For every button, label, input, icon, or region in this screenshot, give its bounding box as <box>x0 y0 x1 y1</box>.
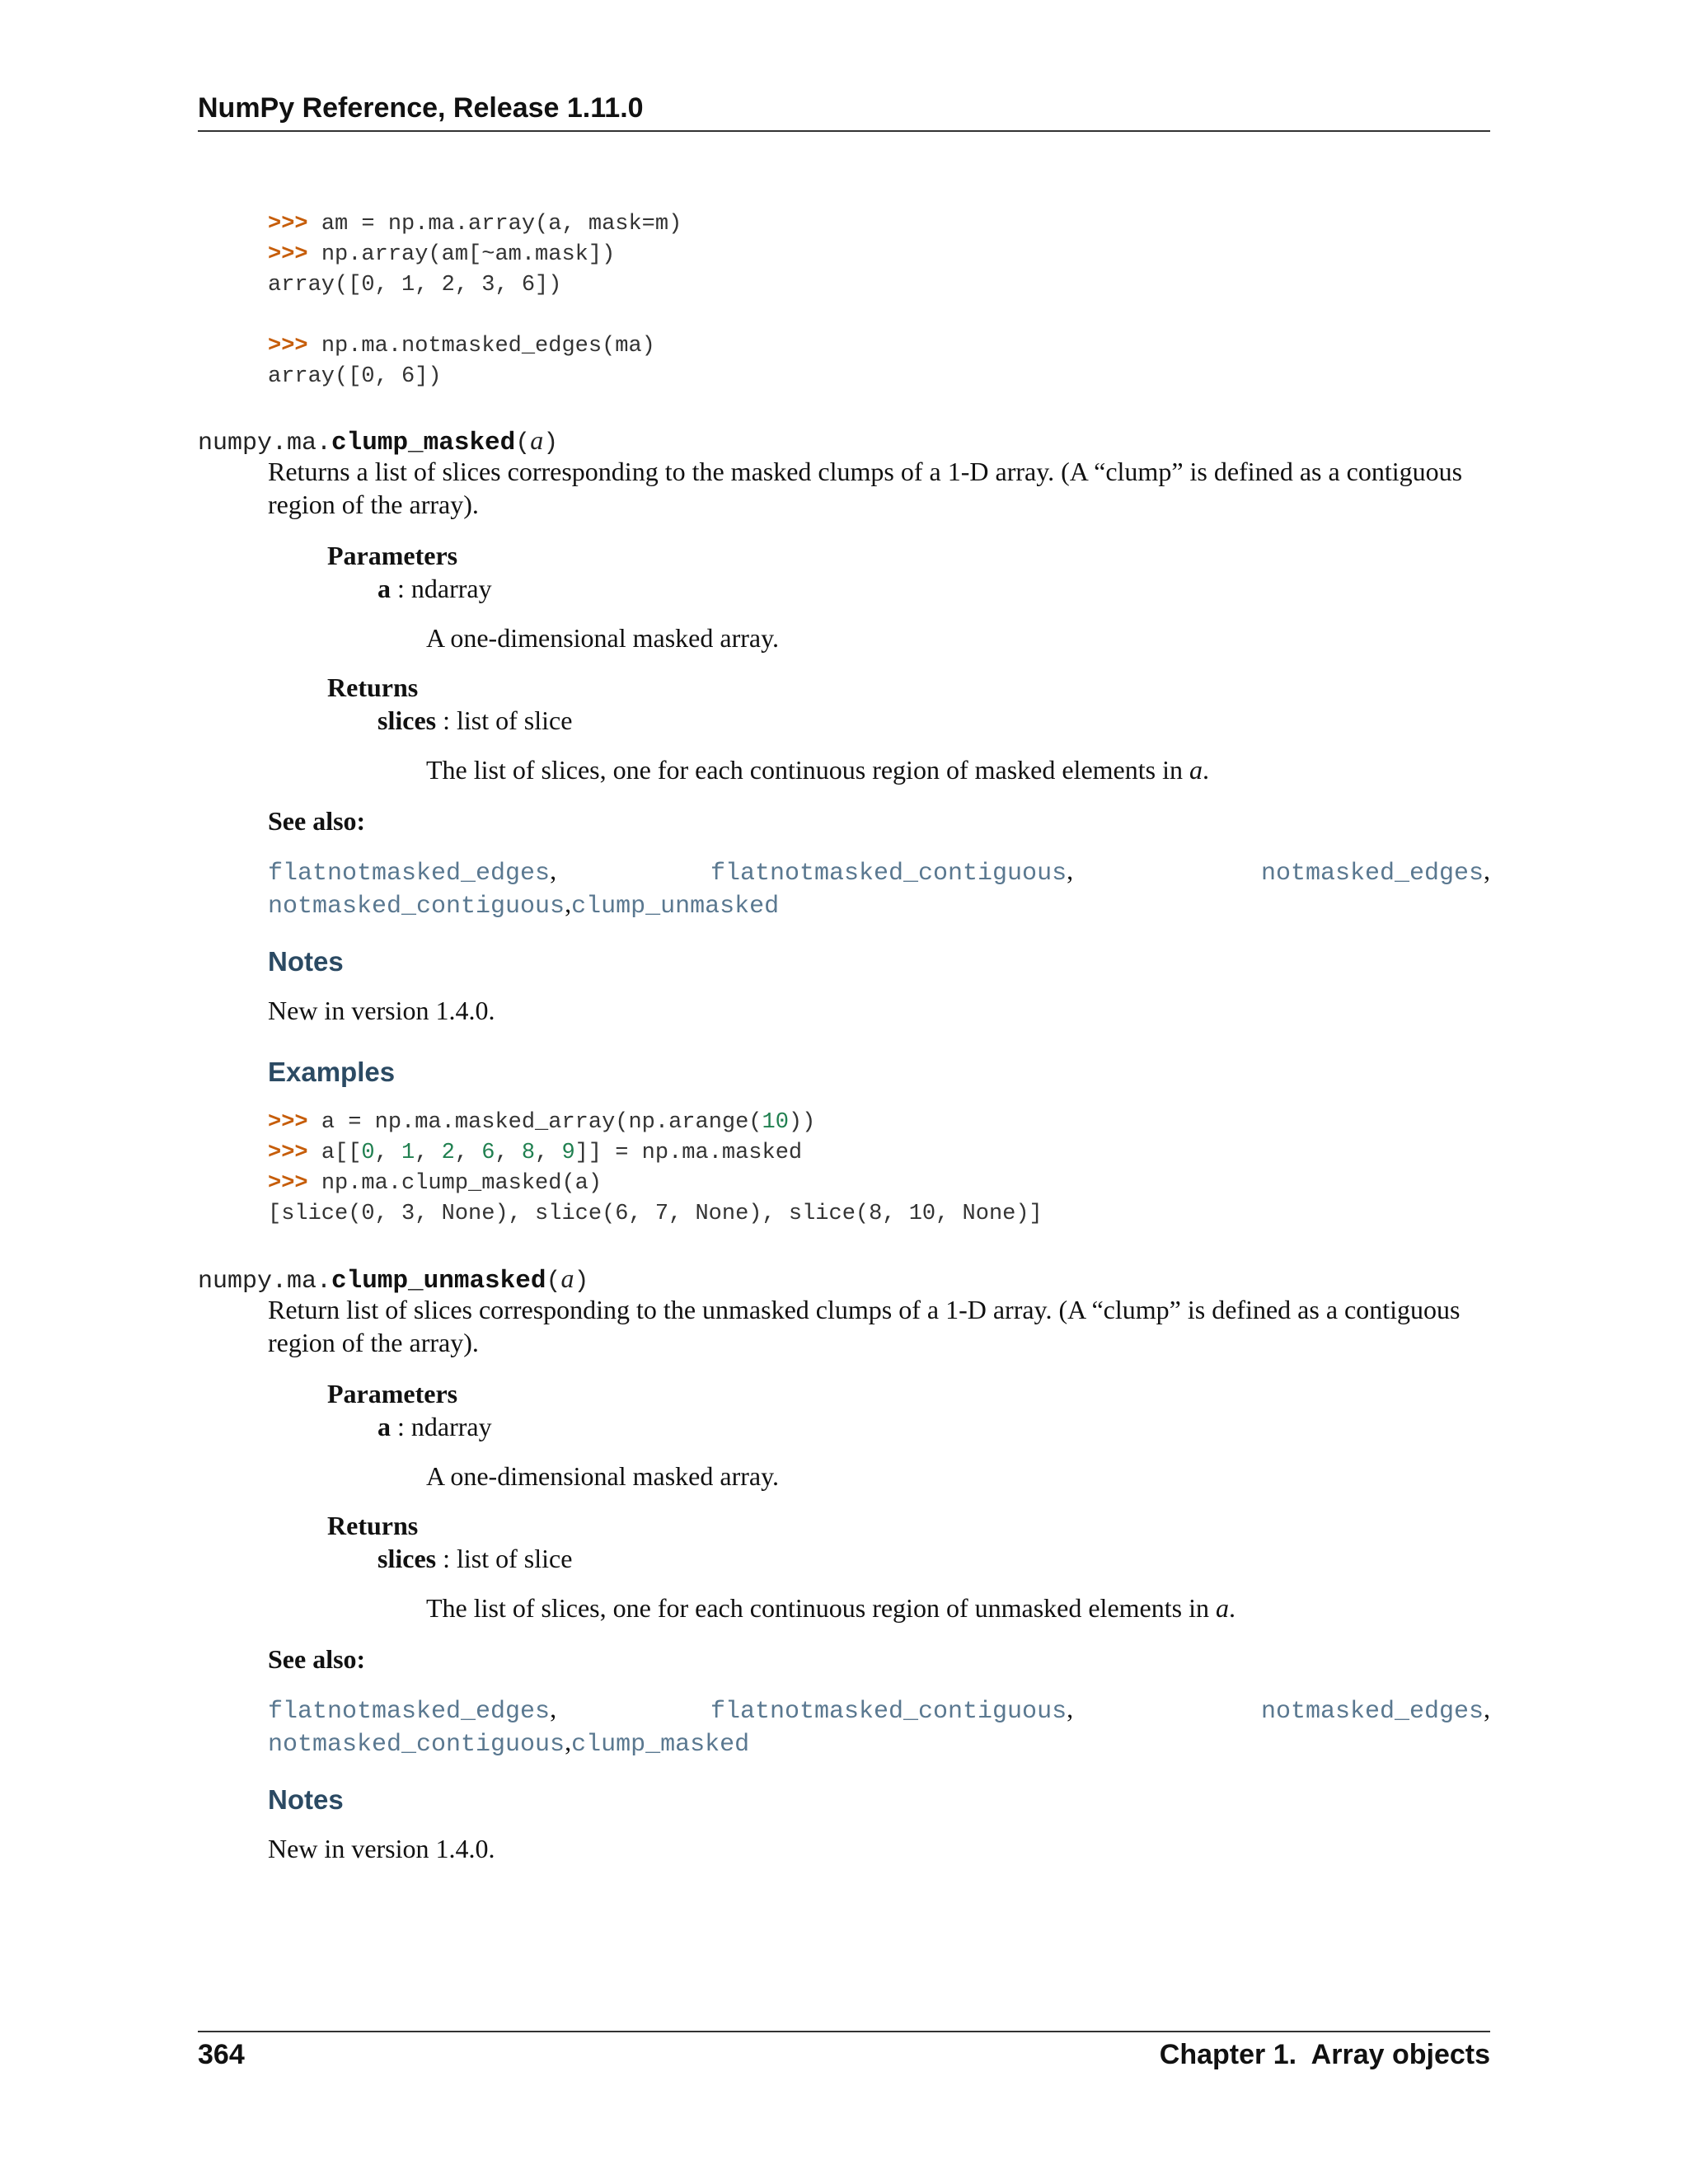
return-line <box>377 1542 572 1575</box>
code-line <box>268 1169 1043 1199</box>
notes-text: New in version 1.4.0. <box>268 996 495 1025</box>
comma: , <box>1484 1694 1490 1723</box>
function-arg: a <box>530 425 544 455</box>
see-also-item <box>710 855 1073 888</box>
code-output: array([0, 1, 2, 3, 6]) <box>268 273 562 298</box>
code-sep: , <box>415 1141 442 1165</box>
code-text: a[[ <box>321 1141 362 1165</box>
param-type: ndarray <box>410 1412 492 1441</box>
link-notmasked-edges[interactable]: notmasked_edges <box>1260 860 1484 888</box>
code-line <box>268 240 682 270</box>
code-prompt: >>> <box>268 1141 308 1165</box>
code-text: a = np.ma.masked_array(np.arange( <box>321 1110 762 1135</box>
comma: , <box>550 1694 557 1723</box>
return-description <box>426 1591 1236 1624</box>
see-also-row <box>268 1694 1490 1727</box>
link-notmasked-contiguous[interactable]: notmasked_contiguous <box>268 1731 565 1759</box>
parameters-label: Parameters <box>327 1379 458 1408</box>
return-description <box>426 753 1209 786</box>
function-description <box>268 455 1490 521</box>
function-name: clump_masked <box>331 429 516 457</box>
description-line: region of the array). <box>268 490 479 519</box>
page-footer <box>198 2031 1490 2082</box>
code-text: )) <box>788 1110 816 1135</box>
function-signature-clump-masked <box>198 425 558 457</box>
description-line: Returns a list of slices corresponding to the masked clumps of a 1-D array. (A “clump” is defined as a contiguous <box>268 457 1463 486</box>
param-sep: : <box>391 574 411 603</box>
code-line <box>268 1138 1043 1169</box>
code-output: [slice(0, 3, None), slice(6, 7, None), slice(8, 10, None)] <box>268 1202 1043 1226</box>
function-arg: a <box>560 1263 574 1293</box>
notes-text: New in version 1.4.0. <box>268 1834 495 1863</box>
param-name: a <box>377 574 391 603</box>
code-sep: , <box>495 1141 522 1165</box>
return-type: list of slice <box>456 1544 573 1573</box>
code-number: 0 <box>361 1141 375 1165</box>
comma: , <box>1067 1694 1074 1723</box>
code-sep: , <box>535 1141 562 1165</box>
see-also-item <box>1261 1694 1490 1726</box>
code-text: np.array(am[~am.mask]) <box>321 242 616 267</box>
see-also-item <box>268 1694 556 1726</box>
return-name: slices <box>377 1544 437 1573</box>
comma: , <box>1484 855 1490 885</box>
notes-heading: Notes <box>268 1784 344 1815</box>
header-title: NumPy Reference, Release 1.11.0 <box>198 92 644 124</box>
code-line <box>268 331 682 362</box>
code-prompt: >>> <box>268 242 308 267</box>
parameter-line <box>377 572 492 605</box>
return-desc-suffix: . <box>1202 755 1209 785</box>
see-also-label: See also: <box>268 806 366 836</box>
return-desc-suffix: . <box>1228 1593 1236 1623</box>
link-notmasked-edges[interactable]: notmasked_edges <box>1260 1698 1484 1726</box>
code-sep: , <box>374 1141 402 1165</box>
module-prefix: numpy.ma. <box>198 429 332 457</box>
paren-close: ) <box>574 1268 589 1296</box>
return-sep: : <box>436 1544 457 1573</box>
link-clump-masked[interactable]: clump_masked <box>571 1731 750 1759</box>
return-type: list of slice <box>456 705 573 735</box>
link-flatnotmasked-edges[interactable]: flatnotmasked_edges <box>268 860 551 888</box>
param-description: A one-dimensional masked array. <box>426 1461 780 1491</box>
code-number: 1 <box>401 1141 415 1165</box>
chapter-title: Chapter 1. Array objects <box>1159 2039 1490 2070</box>
return-desc-var: a <box>1215 1593 1229 1623</box>
code-number: 9 <box>561 1141 575 1165</box>
return-desc-text: The list of slices, one for each continuous region of masked elements in <box>426 755 1189 785</box>
link-clump-unmasked[interactable]: clump_unmasked <box>571 893 780 921</box>
page-number: 364 <box>198 2039 245 2070</box>
parameter-line <box>377 1410 492 1443</box>
see-also-item <box>710 1694 1073 1726</box>
return-line <box>377 704 572 737</box>
paren-open: ( <box>515 429 531 457</box>
see-also-row <box>268 1727 1490 1760</box>
param-description: A one-dimensional masked array. <box>426 623 780 653</box>
code-block-top <box>268 209 682 392</box>
see-also-item <box>268 888 779 921</box>
code-line <box>268 1108 1043 1138</box>
comma: , <box>550 855 557 885</box>
comma: , <box>565 888 572 918</box>
function-signature-clump-unmasked <box>198 1263 589 1296</box>
link-notmasked-contiguous[interactable]: notmasked_contiguous <box>268 893 565 921</box>
param-type: ndarray <box>410 574 492 603</box>
parameters-label: Parameters <box>327 541 458 570</box>
returns-label: Returns <box>327 1511 419 1540</box>
code-number: 6 <box>481 1141 495 1165</box>
link-flatnotmasked-edges[interactable]: flatnotmasked_edges <box>268 1698 551 1726</box>
code-prompt: >>> <box>268 212 308 237</box>
see-also-label: See also: <box>268 1644 366 1674</box>
code-line <box>268 209 682 240</box>
link-flatnotmasked-contiguous[interactable]: flatnotmasked_contiguous <box>710 860 1067 888</box>
code-text: ]] = np.ma.masked <box>574 1141 803 1165</box>
code-text: am = np.ma.array(a, mask=m) <box>321 212 682 237</box>
code-blank-line <box>268 301 682 331</box>
return-name: slices <box>377 705 437 735</box>
examples-heading: Examples <box>268 1057 396 1087</box>
code-prompt: >>> <box>268 334 308 359</box>
page-header <box>198 92 1490 132</box>
param-sep: : <box>391 1412 411 1441</box>
see-also-item <box>1261 855 1490 888</box>
see-also-row <box>268 855 1490 888</box>
code-block-examples <box>268 1108 1043 1230</box>
return-desc-var: a <box>1189 755 1203 785</box>
module-prefix: numpy.ma. <box>198 1268 332 1296</box>
comma: , <box>565 1727 572 1756</box>
function-description <box>268 1293 1490 1359</box>
comma: , <box>1067 855 1074 885</box>
return-sep: : <box>436 705 457 735</box>
link-flatnotmasked-contiguous[interactable]: flatnotmasked_contiguous <box>710 1698 1067 1726</box>
code-prompt: >>> <box>268 1171 308 1196</box>
code-output: array([0, 6]) <box>268 364 442 389</box>
return-desc-text: The list of slices, one for each continuous region of unmasked elements in <box>426 1593 1216 1623</box>
returns-label: Returns <box>327 673 419 702</box>
see-also-item <box>268 1727 749 1759</box>
code-text: np.ma.clump_masked(a) <box>321 1171 603 1196</box>
function-name: clump_unmasked <box>331 1267 546 1296</box>
description-line: Return list of slices corresponding to the unmasked clumps of a 1-D array. (A “clump” is defined as a contiguous <box>268 1295 1461 1324</box>
see-also-item <box>268 855 556 888</box>
param-name: a <box>377 1412 391 1441</box>
code-number: 10 <box>762 1110 789 1135</box>
paren-open: ( <box>546 1268 561 1296</box>
paren-close: ) <box>543 429 559 457</box>
code-sep: , <box>454 1141 482 1165</box>
code-prompt: >>> <box>268 1110 308 1135</box>
description-line: region of the array). <box>268 1328 479 1357</box>
code-number: 8 <box>521 1141 536 1165</box>
see-also-row <box>268 888 1490 921</box>
code-number: 2 <box>441 1141 455 1165</box>
code-text: np.ma.notmasked_edges(ma) <box>321 334 655 359</box>
notes-heading: Notes <box>268 946 344 977</box>
